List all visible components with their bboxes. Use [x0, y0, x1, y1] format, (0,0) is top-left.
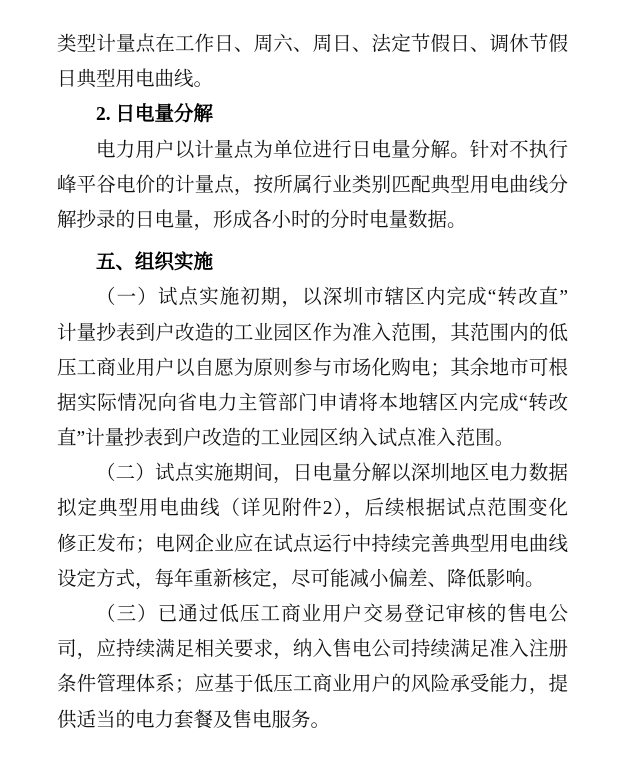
section-heading	[57, 245, 568, 280]
text-line: 修正发布；电网企业应在试点运行中持续完善典型用电曲线	[57, 533, 568, 555]
paragraph	[57, 133, 568, 239]
text-line: 设定方式，每年重新核定，尽可能减小偏差、降低影响。	[57, 568, 545, 590]
paragraph	[57, 27, 568, 97]
text-line: 五、组织实施	[96, 252, 214, 274]
text-line: 解抄录的日电量，形成各小时的分时电量数据。	[57, 209, 467, 231]
text-line: （二）试点实施期间，日电量分解以深圳地区电力数据	[96, 463, 568, 485]
text-line: 据实际情况向省电力主管部门申请将本地辖区内完成“转改	[57, 392, 568, 414]
text-line: 2. 日电量分解	[96, 104, 214, 126]
text-line: 直”计量抄表到户改造的工业园区纳入试点准入范围。	[57, 428, 515, 450]
text-line: 司，应持续满足相关要求，纳入售电公司持续满足准入注册	[57, 639, 568, 661]
text-line: 条件管理体系；应基于低压工商业用户的风险承受能力，提	[57, 674, 568, 696]
text-line: 压工商业用户以自愿为原则参与市场化购电；其余地市可根	[57, 357, 568, 379]
paragraph	[57, 280, 568, 456]
text-line: 计量抄表到户改造的工业园区作为准入范围，其范围内的低	[57, 322, 568, 344]
text-line: 电力用户以计量点为单位进行日电量分解。针对不执行	[96, 139, 568, 161]
text-line: （一）试点实施初期，以深圳市辖区内完成“转改直”	[96, 287, 568, 309]
text-line: 拟定典型用电曲线（详见附件2），后续根据试点范围变化	[57, 498, 568, 520]
text-line: 日典型用电曲线。	[57, 69, 214, 91]
text-line: 供适当的电力套餐及售电服务。	[57, 709, 331, 731]
text-line: 峰平谷电价的计量点，按所属行业类别匹配典型用电曲线分	[57, 174, 568, 196]
section-heading	[57, 97, 568, 132]
paragraph	[57, 597, 568, 738]
text-line: 类型计量点在工作日、周六、周日、法定节假日、调休节假	[57, 34, 568, 55]
paragraph	[57, 456, 568, 597]
text-line: （三）已通过低压工商业用户交易登记审核的售电公	[96, 604, 568, 625]
